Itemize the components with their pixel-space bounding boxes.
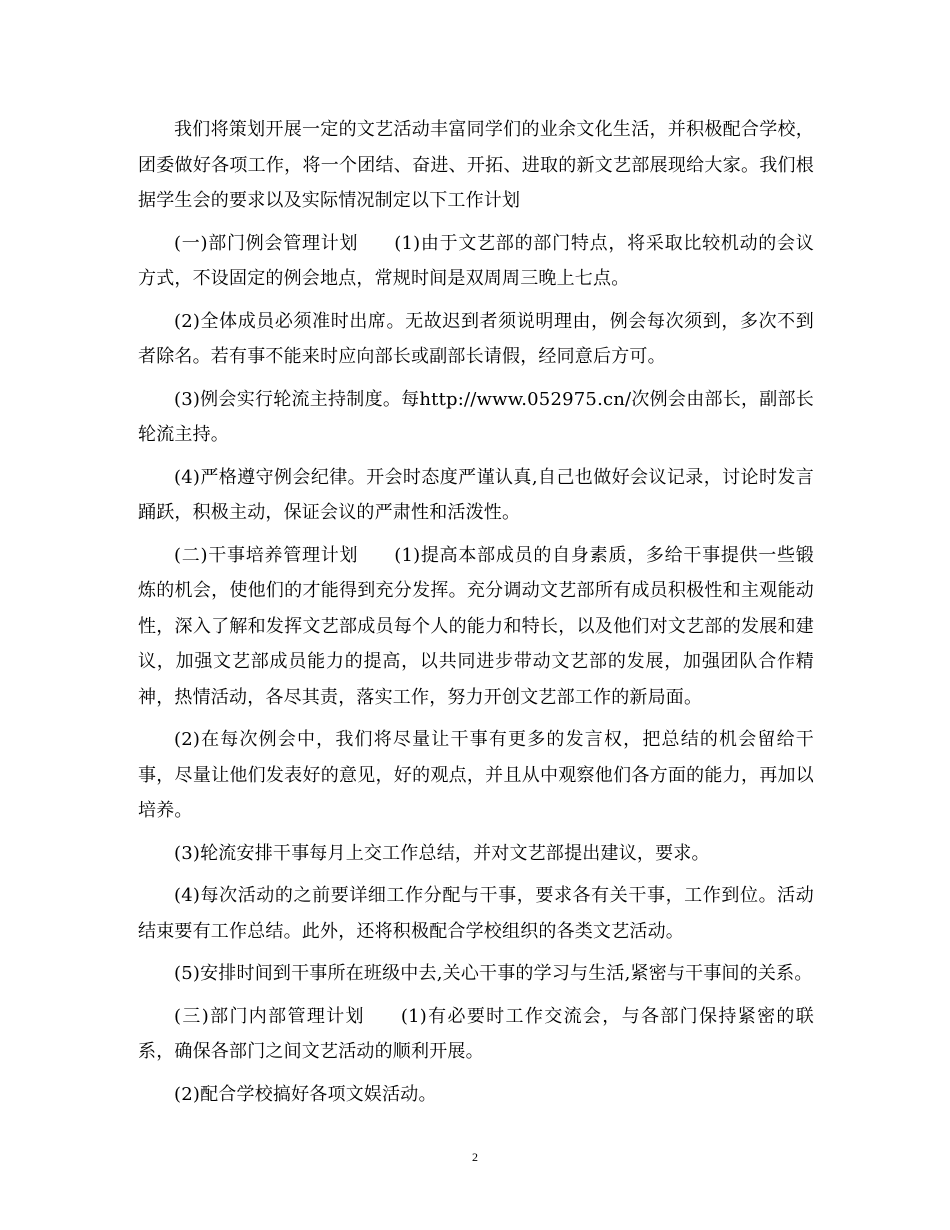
page-number: 2: [472, 1150, 478, 1164]
paragraph-text: (4)每次活动的之前要详细工作分配与干事，要求各有关干事，工作到位。活动结束要有工作总结。此外，还将积极配合学校组织的各类文艺活动。: [138, 885, 814, 942]
paragraph-text: (3)例会实行轮流主持制度。每http://www.052975.cn/次例会由部长，副部长轮流主持。: [138, 388, 814, 445]
paragraph-text: (1)有必要时工作交流会，与各部门保持紧密的联系，确保各部门之间文艺活动的顺利开展。: [138, 1005, 814, 1062]
paragraph-section-3-item-2: [138, 1077, 814, 1113]
paragraph-section-3-item-1: [138, 999, 814, 1070]
paragraph-text: 我们将策划开展一定的文艺活动丰富同学们的业余文化生活，并积极配合学校，团委做好各项工作，将一个团结、奋进、开拓、进取的新文艺部展现给大家。我们根据学生会的要求以及实际情况制定以下工作计划: [138, 119, 814, 211]
paragraph-text: (2)配合学校搞好各项文娱活动。: [174, 1083, 437, 1105]
paragraph-text: (4)严格遵守例会纪律。开会时态度严谨认真,自己也做好会议记录，讨论时发言踊跃，积极主动，保证会议的严肃性和活泼性。: [138, 466, 814, 523]
section-heading: (二)干事培养管理计划: [174, 544, 359, 566]
paragraph-section-2-item-2: [138, 722, 814, 829]
paragraph-section-2-item-3: [138, 836, 814, 872]
paragraph-text: (1)提高本部成员的自身素质，多给干事提供一些锻炼的机会，使他们的才能得到充分发挥。充分调动文艺部所有成员积极性和主观能动性，深入了解和发挥文艺部成员每个人的能力和特长，以及他们对文艺部的发展和建议，加强文艺部成员能力的提高，以共同进步带动文艺部的发展，加强团队合作精神，热情活动，各尽其责，落实工作，努力开创文艺部工作的新局面。: [138, 544, 814, 708]
paragraph-intro: [138, 112, 814, 219]
paragraph-section-2-item-5: [138, 956, 814, 992]
paragraph-section-2-item-1: [138, 538, 814, 716]
paragraph-section-1-item-2: [138, 304, 814, 375]
paragraph-text: (5)安排时间到干事所在班级中去,关心干事的学习与生活,紧密与干事间的关系。: [174, 963, 813, 984]
paragraph-text: (3)轮流安排干事每月上交工作总结，并对文艺部提出建议，要求。: [174, 842, 710, 864]
paragraph-text: (1)由于文艺部的部门特点，将采取比较机动的会议方式，不设固定的例会地点，常规时间是双周周三晚上七点。: [138, 232, 814, 289]
document-body: [138, 112, 814, 1119]
section-heading: (三)部门内部管理计划: [174, 1005, 365, 1027]
paragraph-section-2-item-4: [138, 878, 814, 949]
paragraph-section-1-item-1: [138, 226, 814, 297]
paragraph-text: (2)全体成员必须准时出席。无故迟到者须说明理由，例会每次须到，多次不到者除名。若有事不能来时应向部长或副部长请假，经同意后方可。: [138, 310, 814, 367]
paragraph-section-1-item-3: [138, 382, 814, 453]
paragraph-section-1-item-4: [138, 460, 814, 531]
section-heading: (一)部门例会管理计划: [174, 232, 359, 254]
paragraph-text: (2)在每次例会中，我们将尽量让干事有更多的发言权，把总结的机会留给干事，尽量让他们发表好的意见，好的观点，并且从中观察他们各方面的能力，再加以培养。: [138, 729, 814, 821]
